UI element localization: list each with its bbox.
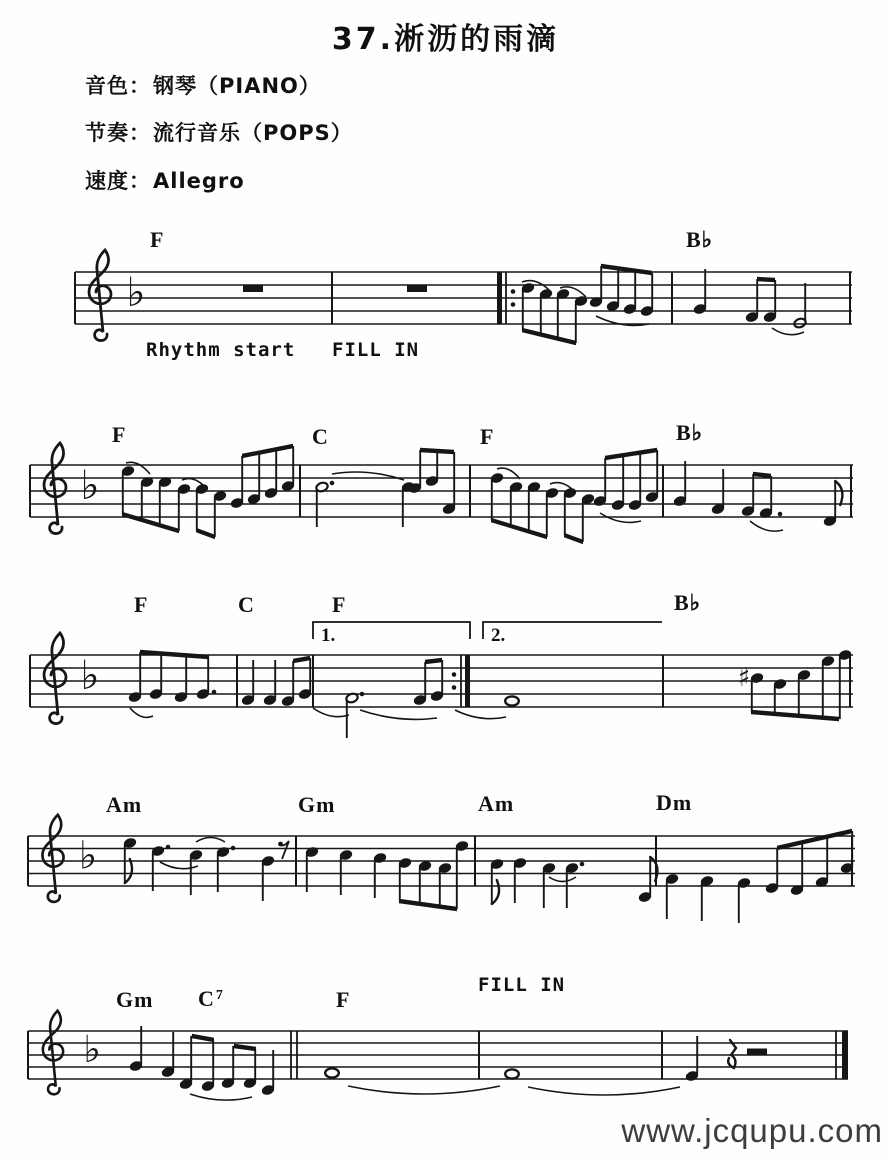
meta-label: 节奏： [85, 121, 151, 145]
slur [360, 710, 437, 719]
slur [549, 877, 576, 882]
chord-label: F [134, 592, 149, 617]
staff-system-1 [75, 250, 852, 345]
chord-label: C [238, 592, 255, 617]
whole-note [505, 1069, 519, 1078]
key-signature-flat-icon: ♭ [126, 268, 146, 316]
half-rest-icon [747, 1049, 767, 1056]
treble-clef-icon [43, 1011, 63, 1095]
volta-bracket [313, 622, 470, 639]
quarter-rest-icon [728, 1040, 736, 1068]
chord-label: Dm [656, 790, 693, 815]
chord-label: B♭ [686, 227, 714, 252]
chord-label: F [480, 424, 495, 449]
score-annotation: Rhythm start [146, 339, 296, 361]
slur [196, 838, 225, 843]
staff-system-2 [30, 443, 853, 544]
score-annotation: FILL IN [332, 339, 420, 361]
treble-clef-icon [89, 250, 111, 341]
volta-bracket [483, 622, 662, 639]
watermark: www.jcqupu.com [621, 1112, 883, 1149]
treble-clef-icon [42, 815, 63, 902]
chord-label: Gm [116, 987, 154, 1012]
meta-value: 流行音乐（POPS） [153, 121, 353, 145]
score-annotation: FILL IN [478, 974, 566, 996]
slur [750, 521, 783, 531]
slur [190, 1094, 252, 1100]
slur [528, 1087, 680, 1095]
key-signature-flat-icon: ♭ [78, 833, 98, 879]
staff-system-4 [28, 815, 855, 923]
slur [160, 862, 198, 869]
slur [313, 708, 349, 717]
whole-rest-icon [243, 286, 263, 293]
meta-label: 音色： [85, 74, 151, 98]
slur [348, 1086, 500, 1094]
key-signature-flat-icon: ♭ [83, 1027, 101, 1072]
whole-note [325, 1068, 339, 1077]
staff-system-3 [30, 622, 853, 738]
chord-label: B♭ [674, 590, 702, 615]
chord-label: Gm [298, 792, 336, 817]
treble-clef-icon [44, 443, 66, 534]
chord-label: F [336, 987, 351, 1012]
volta-label: 1. [321, 625, 336, 646]
whole-rest-icon [407, 286, 427, 293]
slur [130, 708, 153, 717]
treble-clef-icon [44, 633, 66, 724]
meta-value: Allegro [153, 169, 245, 193]
chord-label: B♭ [676, 420, 704, 445]
volta-label: 2. [491, 625, 506, 646]
whole-note [505, 696, 519, 705]
page-title: 37.淅沥的雨滴 [331, 22, 560, 57]
meta-label: 速度： [85, 169, 151, 193]
chord-label: F [112, 422, 127, 447]
chord-label: F [150, 227, 165, 252]
sharp-icon: ♯ [737, 663, 751, 693]
staff-system-5 [28, 1011, 848, 1100]
meta-value: 钢琴（PIANO） [153, 74, 321, 98]
chord-superscript: 7 [215, 988, 224, 1003]
chord-label: $C^7$ [198, 986, 224, 1011]
slur [455, 710, 506, 719]
key-signature-flat-icon: ♭ [80, 461, 100, 509]
key-signature-flat-icon: ♭ [80, 651, 100, 699]
chord-label: C [312, 424, 329, 449]
chord-label: F [332, 592, 347, 617]
slur [772, 328, 804, 335]
chord-label: Am [478, 791, 515, 816]
chord-label: Am [106, 792, 143, 817]
